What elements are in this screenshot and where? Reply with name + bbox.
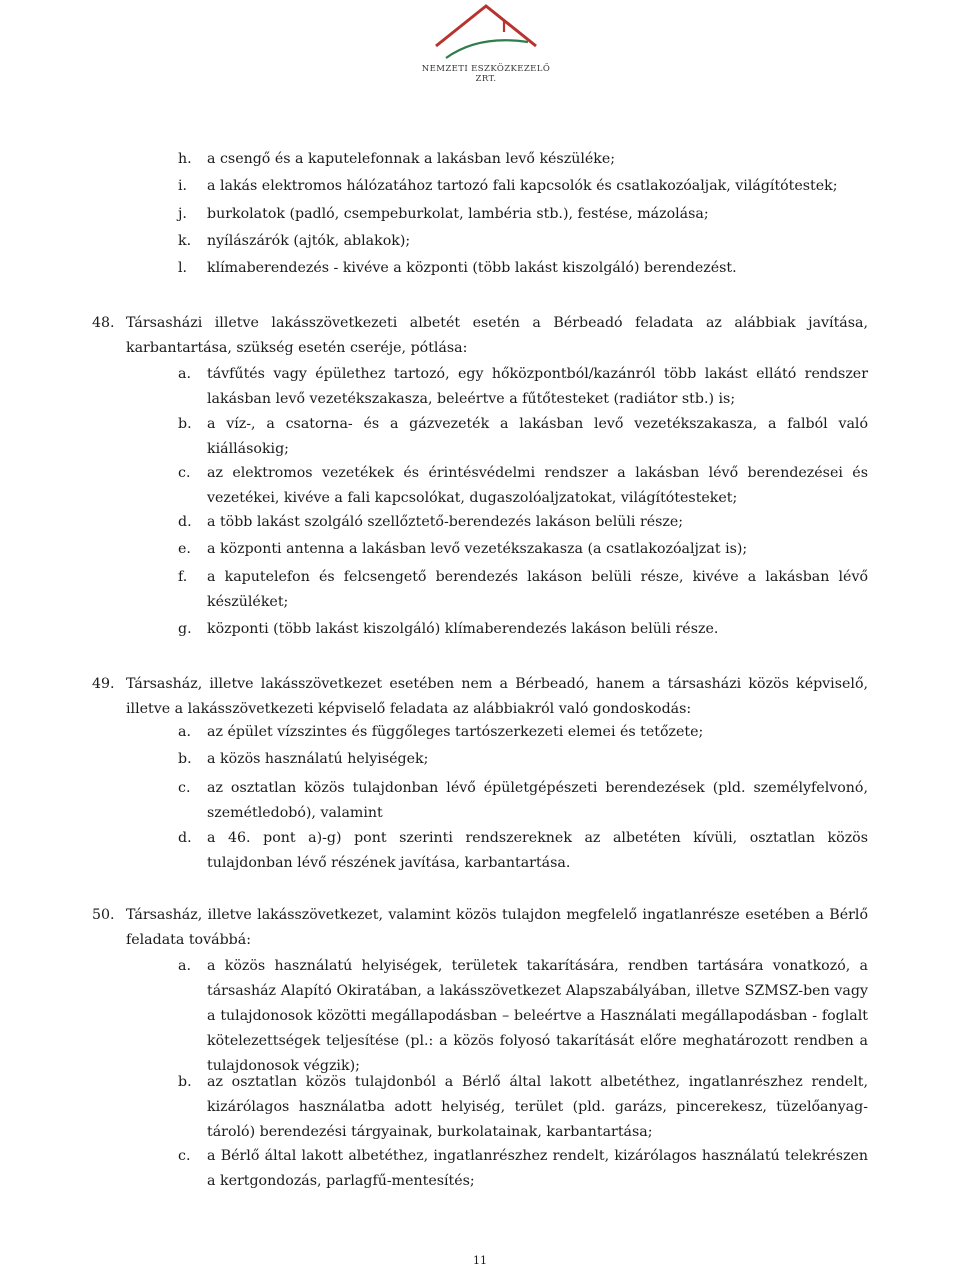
section-number: 48.: [92, 315, 115, 331]
section-number: 50.: [92, 907, 115, 923]
company-logo: [416, 0, 556, 82]
section-number: 49.: [92, 676, 115, 692]
section-text: Társasház, illetve lakásszövetkezet esetében nem a Bérbeadó, hanem a társasházi közös képviselő, illetve a lakásszövetkezeti képviselő feladata az alábbiakról való gondoskodás:: [126, 676, 868, 717]
house-roof-icon: [416, 0, 556, 66]
logo-text: NEMZETI ESZKÖZKEZELŐ ZRT.: [421, 64, 551, 84]
section-text: Társasházi illetve lakásszövetkezeti albetét esetén a Bérbeadó feladata az alábbiak javítása, karbantartása, szükség esetén cseréje, pótlása:: [126, 315, 868, 356]
section-text: Társasház, illetve lakásszövetkezet, valamint közös tulajdon megfelelő ingatlanrésze esetében a Bérlő feladata továbbá:: [126, 907, 868, 948]
page-number: 11: [473, 1254, 487, 1267]
